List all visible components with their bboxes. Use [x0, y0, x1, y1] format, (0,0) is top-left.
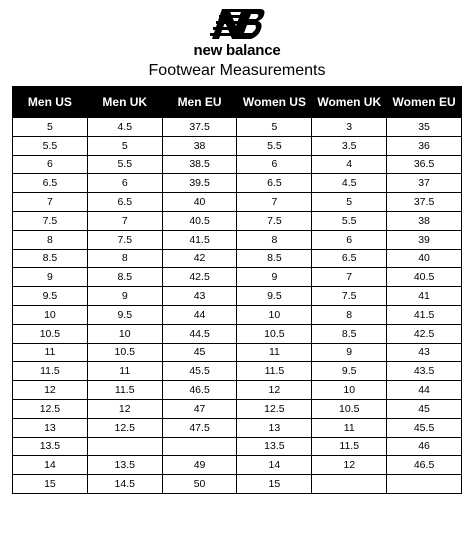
cell-men-us: 15: [13, 475, 88, 494]
cell-men-uk: 4.5: [87, 118, 162, 137]
cell-men-uk: 9.5: [87, 305, 162, 324]
cell-men-us: 6: [13, 155, 88, 174]
cell-men-uk: 6.5: [87, 193, 162, 212]
cell-men-uk: 14.5: [87, 475, 162, 494]
cell-men-uk: 10.5: [87, 343, 162, 362]
cell-women-eu: 45: [387, 399, 462, 418]
table-row: [13, 437, 462, 456]
table-row: [13, 324, 462, 343]
header-women-eu: Women EU: [387, 87, 462, 118]
cell-men-eu: 45: [162, 343, 237, 362]
cell-women-uk: 9: [312, 343, 387, 362]
table-row: [13, 118, 462, 137]
table-row: [13, 230, 462, 249]
cell-women-uk: 10.5: [312, 399, 387, 418]
cell-women-us: 7: [237, 193, 312, 212]
cell-women-uk: [312, 475, 387, 494]
cell-men-us: 11.5: [13, 362, 88, 381]
cell-men-uk: 6: [87, 174, 162, 193]
table-row: [13, 362, 462, 381]
header-women-us: Women US: [237, 87, 312, 118]
cell-men-us: 12.5: [13, 399, 88, 418]
cell-women-uk: 12: [312, 456, 387, 475]
cell-men-uk: 7: [87, 211, 162, 230]
cell-women-us: 6: [237, 155, 312, 174]
cell-men-eu: 37.5: [162, 118, 237, 137]
cell-men-uk: 10: [87, 324, 162, 343]
cell-men-uk: [87, 437, 162, 456]
cell-men-uk: 8.5: [87, 268, 162, 287]
cell-women-us: 11: [237, 343, 312, 362]
nb-logo-glyph: [208, 6, 266, 42]
cell-men-us: 11: [13, 343, 88, 362]
cell-men-eu: [162, 437, 237, 456]
cell-men-eu: 44.5: [162, 324, 237, 343]
cell-women-uk: 7: [312, 268, 387, 287]
cell-women-uk: 7.5: [312, 287, 387, 306]
table-row: [13, 418, 462, 437]
cell-women-eu: 41: [387, 287, 462, 306]
cell-men-uk: 5: [87, 136, 162, 155]
cell-women-eu: 45.5: [387, 418, 462, 437]
cell-women-eu: 37.5: [387, 193, 462, 212]
table-row: [13, 305, 462, 324]
cell-men-us: 7.5: [13, 211, 88, 230]
table-body: [13, 118, 462, 494]
cell-women-eu: 46: [387, 437, 462, 456]
table-row: [13, 174, 462, 193]
cell-women-uk: 6.5: [312, 249, 387, 268]
cell-women-eu: 43.5: [387, 362, 462, 381]
cell-men-uk: 12: [87, 399, 162, 418]
cell-women-uk: 10: [312, 381, 387, 400]
cell-women-eu: 40: [387, 249, 462, 268]
cell-women-us: 13.5: [237, 437, 312, 456]
table-row: [13, 249, 462, 268]
table-row: [13, 381, 462, 400]
brand-name: new balance: [193, 42, 281, 59]
cell-women-uk: 5.5: [312, 211, 387, 230]
table-row: [13, 211, 462, 230]
cell-women-us: 10: [237, 305, 312, 324]
cell-men-eu: 50: [162, 475, 237, 494]
cell-men-us: 10: [13, 305, 88, 324]
cell-women-eu: 35: [387, 118, 462, 137]
table-row: [13, 456, 462, 475]
cell-women-us: 11.5: [237, 362, 312, 381]
cell-women-uk: 4: [312, 155, 387, 174]
cell-women-uk: 9.5: [312, 362, 387, 381]
cell-men-eu: 42: [162, 249, 237, 268]
cell-men-eu: 49: [162, 456, 237, 475]
table-row: [13, 193, 462, 212]
table-row: [13, 268, 462, 287]
cell-women-us: 5: [237, 118, 312, 137]
cell-women-us: 6.5: [237, 174, 312, 193]
cell-men-eu: 40: [162, 193, 237, 212]
cell-women-uk: 11: [312, 418, 387, 437]
cell-women-uk: 8: [312, 305, 387, 324]
header-men-eu: Men EU: [162, 87, 237, 118]
cell-men-us: 13: [13, 418, 88, 437]
page-title: Footwear Measurements: [148, 62, 326, 79]
cell-men-eu: 38.5: [162, 155, 237, 174]
cell-men-us: 10.5: [13, 324, 88, 343]
cell-men-uk: 5.5: [87, 155, 162, 174]
cell-men-eu: 40.5: [162, 211, 237, 230]
cell-men-uk: 7.5: [87, 230, 162, 249]
cell-women-eu: 38: [387, 211, 462, 230]
cell-women-us: 10.5: [237, 324, 312, 343]
cell-men-uk: 11: [87, 362, 162, 381]
cell-women-uk: 8.5: [312, 324, 387, 343]
cell-women-uk: 6: [312, 230, 387, 249]
cell-women-uk: 4.5: [312, 174, 387, 193]
cell-men-us: 8.5: [13, 249, 88, 268]
header-men-uk: Men UK: [87, 87, 162, 118]
cell-women-uk: 11.5: [312, 437, 387, 456]
cell-women-us: 8: [237, 230, 312, 249]
cell-women-us: 9: [237, 268, 312, 287]
cell-men-us: 9.5: [13, 287, 88, 306]
table-header-row: [13, 87, 462, 118]
cell-women-us: 13: [237, 418, 312, 437]
header-men-us: Men US: [13, 87, 88, 118]
cell-men-uk: 12.5: [87, 418, 162, 437]
table-row: [13, 343, 462, 362]
cell-women-uk: 3: [312, 118, 387, 137]
nb-logo-icon: [0, 6, 474, 42]
header-women-uk: Women UK: [312, 87, 387, 118]
table-row: [13, 399, 462, 418]
cell-women-eu: [387, 475, 462, 494]
cell-women-us: 9.5: [237, 287, 312, 306]
cell-women-us: 5.5: [237, 136, 312, 155]
cell-men-eu: 39.5: [162, 174, 237, 193]
cell-men-eu: 47.5: [162, 418, 237, 437]
cell-men-eu: 47: [162, 399, 237, 418]
table-row: [13, 475, 462, 494]
cell-men-us: 7: [13, 193, 88, 212]
cell-men-eu: 43: [162, 287, 237, 306]
cell-men-uk: 11.5: [87, 381, 162, 400]
cell-women-eu: 36.5: [387, 155, 462, 174]
cell-men-uk: 13.5: [87, 456, 162, 475]
cell-women-eu: 42.5: [387, 324, 462, 343]
cell-women-us: 7.5: [237, 211, 312, 230]
cell-men-eu: 38: [162, 136, 237, 155]
cell-men-us: 5.5: [13, 136, 88, 155]
cell-men-uk: 8: [87, 249, 162, 268]
cell-women-eu: 41.5: [387, 305, 462, 324]
cell-women-eu: 43: [387, 343, 462, 362]
cell-men-eu: 42.5: [162, 268, 237, 287]
cell-women-us: 12.5: [237, 399, 312, 418]
cell-men-eu: 46.5: [162, 381, 237, 400]
cell-women-eu: 39: [387, 230, 462, 249]
cell-women-uk: 3.5: [312, 136, 387, 155]
cell-men-us: 12: [13, 381, 88, 400]
cell-men-us: 13.5: [13, 437, 88, 456]
size-chart-table: [12, 86, 462, 494]
cell-women-us: 14: [237, 456, 312, 475]
cell-men-eu: 41.5: [162, 230, 237, 249]
cell-women-eu: 44: [387, 381, 462, 400]
cell-men-eu: 44: [162, 305, 237, 324]
cell-women-eu: 46.5: [387, 456, 462, 475]
cell-women-us: 15: [237, 475, 312, 494]
table-row: [13, 287, 462, 306]
cell-women-eu: 40.5: [387, 268, 462, 287]
cell-women-eu: 37: [387, 174, 462, 193]
cell-women-us: 12: [237, 381, 312, 400]
table-row: [13, 136, 462, 155]
cell-women-eu: 36: [387, 136, 462, 155]
cell-women-uk: 5: [312, 193, 387, 212]
cell-men-us: 14: [13, 456, 88, 475]
cell-women-us: 8.5: [237, 249, 312, 268]
cell-men-us: 9: [13, 268, 88, 287]
table-row: [13, 155, 462, 174]
cell-men-us: 8: [13, 230, 88, 249]
cell-men-us: 5: [13, 118, 88, 137]
cell-men-eu: 45.5: [162, 362, 237, 381]
cell-men-uk: 9: [87, 287, 162, 306]
cell-men-us: 6.5: [13, 174, 88, 193]
